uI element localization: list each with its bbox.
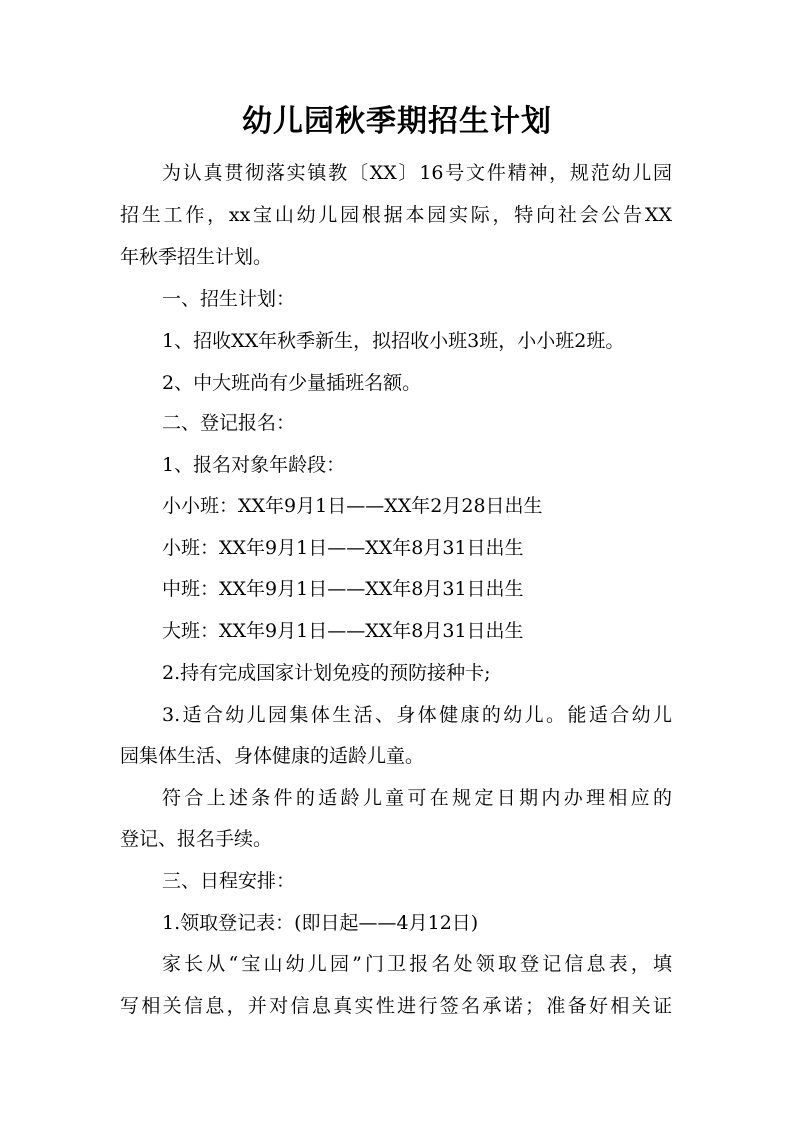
paragraph-line: 年秋季招生计划。 bbox=[120, 246, 273, 268]
age-range-line: 中班：XX年9月1日——XX年8月31日出生 bbox=[162, 578, 524, 600]
paragraph-line: 1、报名对象年龄段： bbox=[162, 454, 346, 476]
paragraph-line: 2、中大班尚有少量插班名额。 bbox=[162, 372, 422, 394]
age-range-line: 大班：XX年9月1日——XX年8月31日出生 bbox=[162, 620, 524, 642]
paragraph-line: 1.领取登记表：(即日起——4月12日) bbox=[162, 912, 479, 934]
document-title: 幼儿园秋季期招生计划 bbox=[242, 104, 552, 139]
age-range-line: 小小班：XX年9月1日——XX年2月28日出生 bbox=[162, 495, 543, 517]
paragraph-line: 3.适合幼儿园集体生活、身体健康的幼儿。能适合幼儿 bbox=[162, 704, 672, 726]
paragraph-line: 园集体生活、身体健康的适龄儿童。 bbox=[120, 745, 425, 767]
paragraph-line: 为认真贯彻落实镇教〔XX〕16号文件精神，规范幼儿园 bbox=[162, 162, 672, 184]
paragraph-line: 招生工作，xx宝山幼儿园根据本园实际，特向社会公告XX bbox=[120, 204, 672, 226]
paragraph-line: 写相关信息，并对信息真实性进行签名承诺；准备好相关证 bbox=[120, 995, 672, 1017]
paragraph-line: 符合上述条件的适龄儿童可在规定日期内办理相应的 bbox=[162, 787, 672, 809]
paragraph-line: 1、招收XX年秋季新生，拟招收小班3班，小小班2班。 bbox=[162, 330, 625, 352]
age-range-line: 小班：XX年9月1日——XX年8月31日出生 bbox=[162, 537, 524, 559]
section-heading: 一、招生计划： bbox=[162, 288, 296, 310]
paragraph-line: 家长从“宝山幼儿园”门卫报名处领取登记信息表，填 bbox=[162, 953, 672, 975]
paragraph-line: 登记、报名手续。 bbox=[120, 828, 273, 850]
section-heading: 三、日程安排： bbox=[162, 870, 296, 892]
section-heading: 二、登记报名： bbox=[162, 412, 296, 434]
paragraph-line: 2.持有完成国家计划免疫的预防接种卡; bbox=[162, 662, 491, 684]
